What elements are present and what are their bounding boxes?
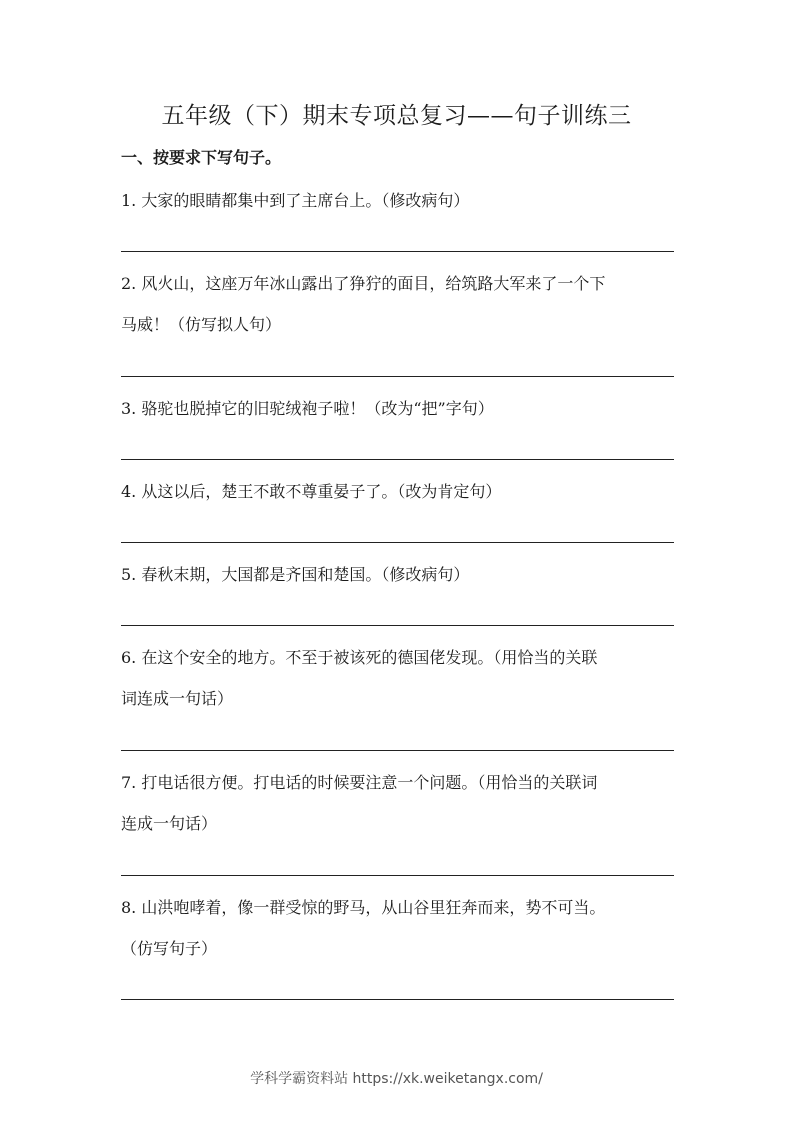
answer-line-5[interactable] [121,625,674,626]
question-8 [121,887,677,969]
question-8-line-1: 8. 山洪咆哮着，像一群受惊的野马，从山谷里狂奔而来，势不可当。 [121,898,606,917]
question-7 [121,762,677,844]
section-heading: 一、按要求下写句子。 [121,148,282,167]
question-3-text: 3. 骆驼也脱掉它的旧驼绒袍子啦！（改为“把”字句） [121,399,494,418]
answer-line-1[interactable] [121,251,674,252]
question-1 [121,180,677,221]
question-6-line-1: 6. 在这个安全的地方。不至于被该死的德国佬发现。（用恰当的关联 [121,648,598,667]
question-3 [121,388,677,429]
answer-line-3[interactable] [121,459,674,460]
question-4 [121,471,677,512]
question-6-line-2: 词连成一句话） [121,689,234,708]
answer-line-6[interactable] [121,750,674,751]
question-1-text: 1. 大家的眼睛都集中到了主席台上。（修改病句） [121,191,470,210]
question-2-line-1: 2. 风火山，这座万年冰山露出了狰狞的面目，给筑路大军来了一个下 [121,274,606,293]
question-8-line-2: （仿写句子） [121,939,218,958]
answer-line-7[interactable] [121,875,674,876]
question-6 [121,637,677,719]
question-2-line-2: 马威！（仿写拟人句） [121,315,282,334]
question-5-text: 5. 春秋末期，大国都是齐国和楚国。（修改病句） [121,565,470,584]
footer-watermark: 学科学霸资料站 https://xk.weiketangx.com/ [250,1071,543,1087]
answer-line-2[interactable] [121,376,674,377]
page-title: 五年级（下）期末专项总复习——句子训练三 [161,103,632,129]
answer-line-8[interactable] [121,999,674,1000]
question-7-line-2: 连成一句话） [121,814,218,833]
question-7-line-1: 7. 打电话很方便。打电话的时候要注意一个问题。（用恰当的关联词 [121,773,598,792]
answer-line-4[interactable] [121,542,674,543]
question-4-text: 4. 从这以后，楚王不敢不尊重晏子了。（改为肯定句） [121,482,502,501]
question-2 [121,263,677,345]
question-5 [121,554,677,595]
